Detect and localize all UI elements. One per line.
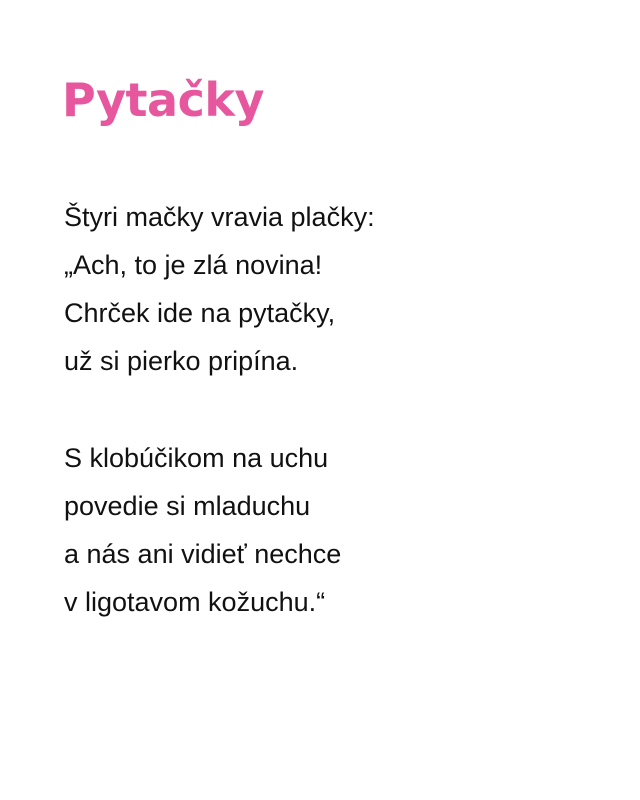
poem-line: už si pierko pripína. [64, 346, 299, 376]
poem-line: S klobúčikom na uchu [64, 443, 329, 473]
poem-title: Pytačky [62, 73, 264, 127]
poem-line: a nás ani vidieť nechce [64, 539, 342, 569]
poem-line: Štyri mačky vravia plačky: [64, 202, 375, 232]
poem-line: povedie si mladuchu [64, 491, 311, 521]
stanza-2 [64, 434, 341, 626]
stanza-1 [64, 193, 375, 385]
poem-line: Chrček ide na pytačky, [64, 298, 336, 328]
poem-line: „Ach, to je zlá novina! [64, 250, 323, 280]
poem-line: v ligotavom kožuchu.“ [64, 587, 326, 617]
